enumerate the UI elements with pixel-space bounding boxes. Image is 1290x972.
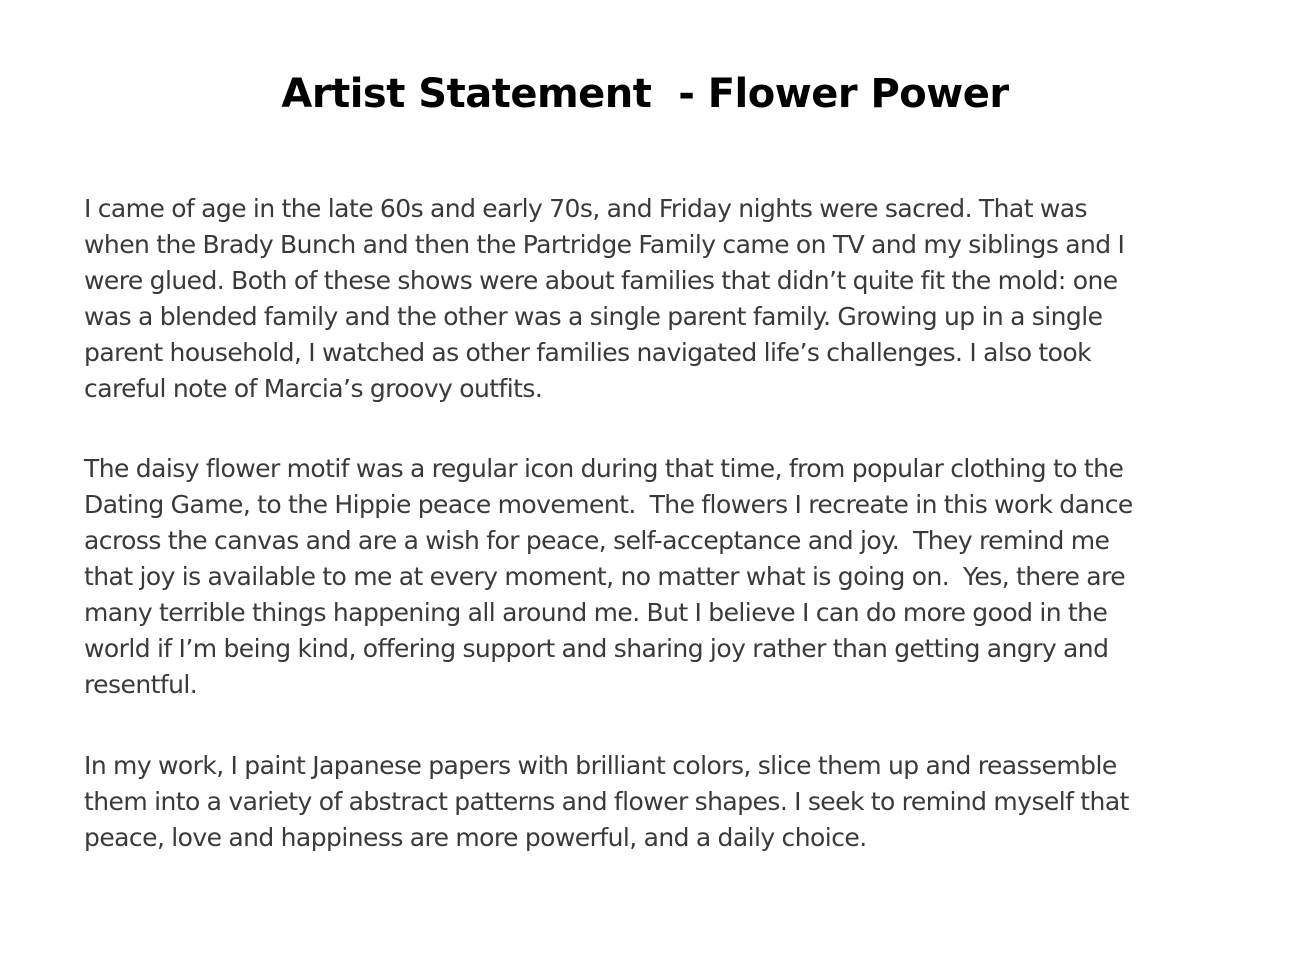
- paragraph-3: [84, 748, 1234, 856]
- paragraph-line: that joy is available to me at every moment, no matter what is going on. Yes, there are: [84, 562, 1126, 591]
- paragraph-2: [84, 451, 1234, 703]
- paragraph-line: peace, love and happiness are more powerful, and a daily choice.: [84, 823, 867, 852]
- paragraph-line: The daisy flower motif was a regular icon during that time, from popular clothing to the: [84, 454, 1124, 483]
- paragraph-1: [84, 191, 1234, 407]
- paragraph-line: I came of age in the late 60s and early 70s, and Friday nights were sacred. That was: [84, 194, 1087, 223]
- paragraph-line: across the canvas and are a wish for peace, self-acceptance and joy. They remind me: [84, 526, 1110, 555]
- paragraph-line: when the Brady Bunch and then the Partridge Family came on TV and my siblings and I: [84, 230, 1125, 259]
- paragraph-line: resentful.: [84, 670, 198, 699]
- paragraph-line: many terrible things happening all around me. But I believe I can do more good in the: [84, 598, 1108, 627]
- paragraph-line: world if I’m being kind, offering support and sharing joy rather than getting angry and: [84, 634, 1109, 663]
- paragraph-line: Dating Game, to the Hippie peace movement. The flowers I recreate in this work dance: [84, 490, 1133, 519]
- paragraph-line: In my work, I paint Japanese papers with brilliant colors, slice them up and reassemble: [84, 751, 1117, 780]
- paragraph-line: was a blended family and the other was a single parent family. Growing up in a single: [84, 302, 1103, 331]
- paragraph-line: them into a variety of abstract patterns and flower shapes. I seek to remind myself that: [84, 787, 1129, 816]
- paragraph-line: careful note of Marcia’s groovy outfits.: [84, 374, 543, 403]
- paragraph-line: were glued. Both of these shows were about families that didn’t quite fit the mold: one: [84, 266, 1118, 295]
- page-title: Artist Statement - Flower Power: [281, 71, 1009, 117]
- paragraph-line: parent household, I watched as other families navigated life’s challenges. I also took: [84, 338, 1092, 367]
